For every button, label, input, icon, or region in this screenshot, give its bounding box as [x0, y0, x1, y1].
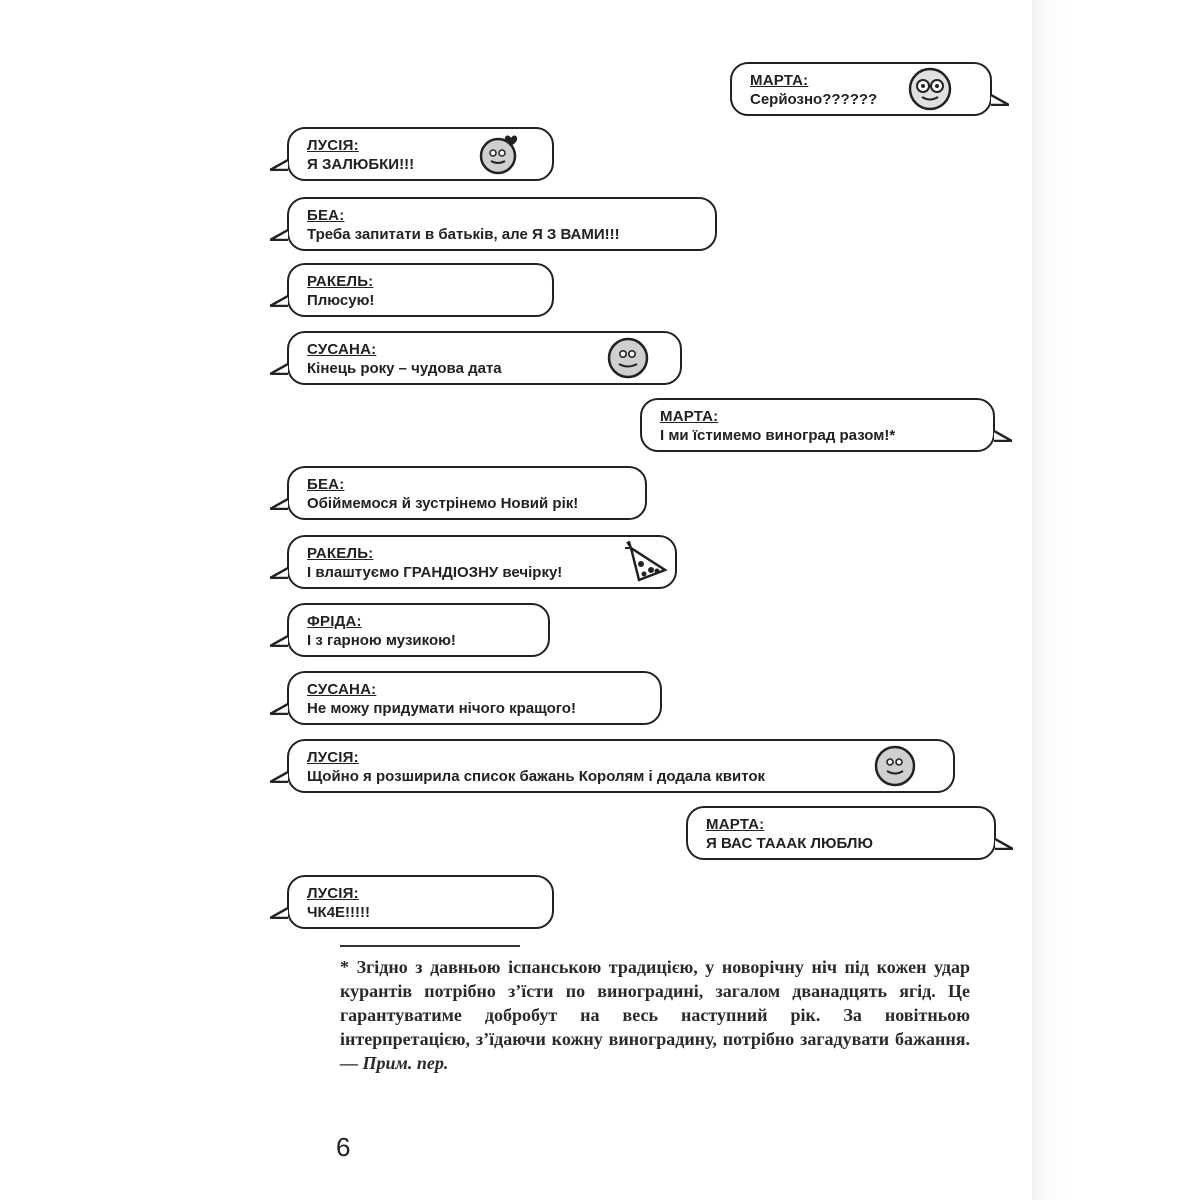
chat-bubble-bea-2	[287, 466, 647, 520]
chat-bubble-marta-1	[730, 62, 992, 116]
bubble-tail	[270, 498, 288, 510]
page-number: 6	[336, 1132, 351, 1162]
chat-bubble-marta-2	[640, 398, 995, 452]
footnote-rule	[340, 945, 520, 947]
sender-name: МАРТА:	[660, 408, 719, 425]
heart-smiley-icon	[478, 132, 522, 176]
chat-bubble-lucia-1	[287, 127, 554, 181]
sender-name: МАРТА:	[750, 72, 809, 89]
message-text: Я ВАС ТАААК ЛЮБЛЮ	[706, 835, 873, 852]
message-text: Обіймемося й зустрінемо Новий рік!	[307, 495, 579, 512]
sender-name: СУСАНА:	[307, 681, 377, 698]
sender-name: ЛУСІЯ:	[307, 885, 359, 902]
bubble-tail	[270, 635, 288, 647]
chat-bubble-frida-1	[287, 603, 550, 657]
glasses-smiley-icon	[908, 67, 952, 111]
translator-note: — Прим. пер.	[340, 1053, 449, 1073]
chat-bubble-rakel-2	[287, 535, 677, 589]
sender-name: РАКЕЛЬ:	[307, 273, 374, 290]
message-text: Кінець року – чудова дата	[307, 360, 502, 377]
bubble-tail	[270, 907, 288, 919]
sender-name: БЕА:	[307, 476, 345, 493]
sender-name: РАКЕЛЬ:	[307, 545, 374, 562]
chat-bubble-lucia-2	[287, 739, 955, 793]
bubble-tail	[270, 229, 288, 241]
smiley-icon	[606, 336, 650, 380]
message-text: Серйозно??????	[750, 91, 878, 108]
sender-name: МАРТА:	[706, 816, 765, 833]
bubble-tail	[270, 295, 288, 307]
bubble-tail	[270, 159, 288, 171]
message-text: ЧК4Е!!!!!	[307, 904, 371, 921]
bubble-tail	[994, 430, 1012, 442]
message-text: Я ЗАЛЮБКИ!!!	[307, 156, 415, 173]
bubble-tail	[991, 94, 1009, 106]
footnote-marker: *	[340, 957, 349, 977]
message-text: І з гарною музикою!	[307, 632, 456, 649]
message-text: І ми їстимемо виноград разом!*	[660, 427, 896, 444]
message-text: Плюсую!	[307, 292, 375, 309]
sender-name: ФРІДА:	[307, 613, 362, 630]
chat-bubble-susana-2	[287, 671, 662, 725]
chat-bubble-marta-3	[686, 806, 996, 860]
footnote	[340, 955, 970, 1075]
bubble-tail	[995, 838, 1013, 850]
sender-name: ЛУСІЯ:	[307, 749, 359, 766]
message-text: Щойно я розширила список бажань Королям і додала квиток	[307, 768, 766, 785]
sender-name: СУСАНА:	[307, 341, 377, 358]
chat-bubble-lucia-3	[287, 875, 554, 929]
message-text: Не можу придумати нічого кращого!	[307, 700, 576, 717]
bubble-tail	[270, 703, 288, 715]
bubble-tail	[270, 363, 288, 375]
sender-name: ЛУСІЯ:	[307, 137, 359, 154]
chat-bubble-rakel-1	[287, 263, 554, 317]
bubble-tail	[270, 567, 288, 579]
message-text: І влаштуємо ГРАНДІОЗНУ вечірку!	[307, 564, 563, 581]
smiley-icon	[873, 744, 917, 788]
footnote-text: Згідно з давньою іспанською традицією, у новорічну ніч під кожен удар курантів потрібно з’їсти по виноградині, загалом дванадцять ягід. Це гарантуватиме добробут на весь наступний рік. За новітньою інтерпретацією, з’їдаючи кожну виноградину, потрібно загадувати бажання.	[340, 957, 970, 1049]
page-edge	[1032, 0, 1200, 1200]
chat-bubble-susana-1	[287, 331, 682, 385]
message-text: Треба запитати в батьків, але Я З ВАМИ!!!	[307, 226, 620, 243]
chat-bubble-bea-1	[287, 197, 717, 251]
party-hat-icon	[621, 540, 665, 584]
sender-name: БЕА:	[307, 207, 345, 224]
bubble-tail	[270, 771, 288, 783]
